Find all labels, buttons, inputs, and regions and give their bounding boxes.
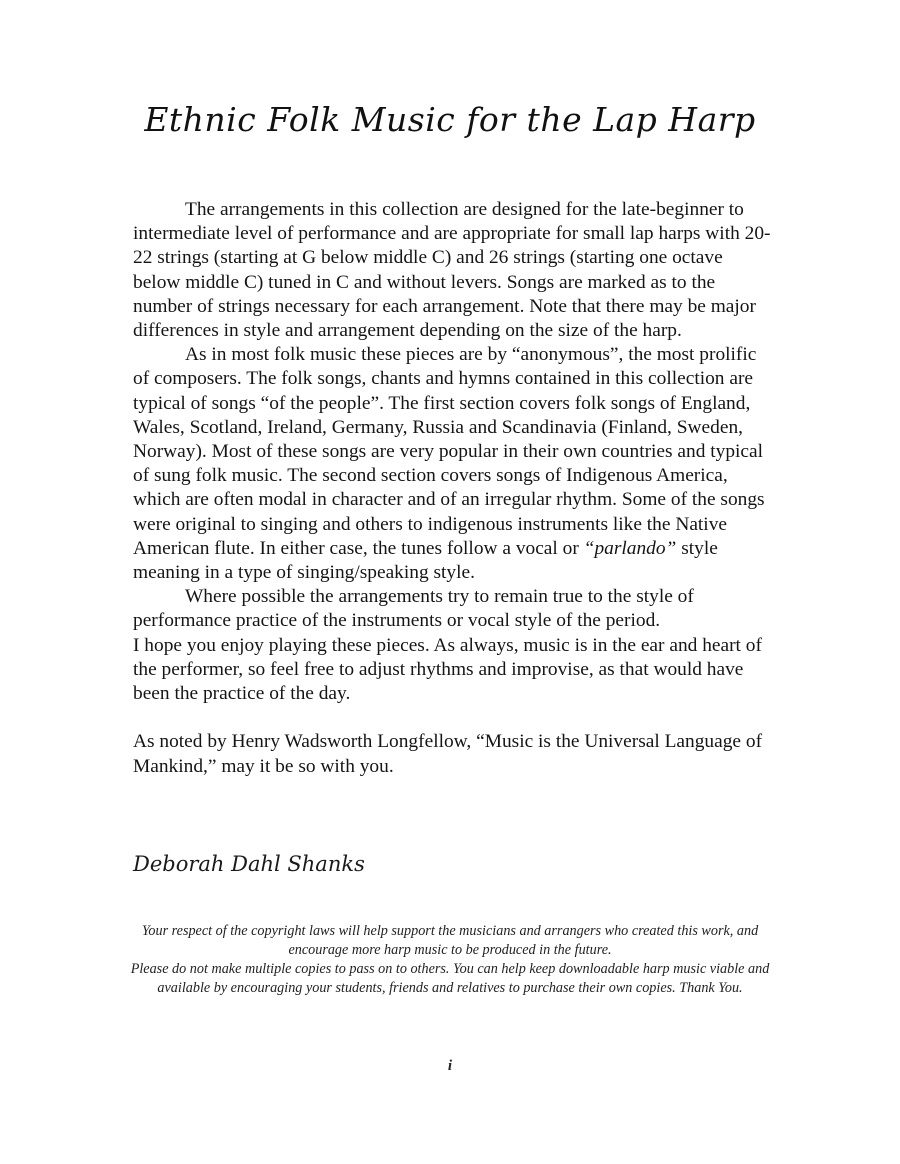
parlando-term: “parlando” <box>583 537 677 559</box>
introduction-body <box>133 198 773 779</box>
author-signature: Deborah Dahl Shanks <box>133 852 365 876</box>
page-number: i <box>447 1058 453 1074</box>
paragraph-folk-music <box>133 343 773 585</box>
copyright-notice <box>120 922 780 998</box>
copyright-line-respect: Your respect of the copyright laws will help support the musicians and arrangers who created this work, and encourage more harp music to be produced in the future. <box>141 923 759 958</box>
paragraph-longfellow-quote: As noted by Henry Wadsworth Longfellow, “Music is the Universal Language of Mankind,” may it be so with you. <box>133 731 763 777</box>
paragraph-arrangements: The arrangements in this collection are designed for the late-beginner to intermediate level of performance and are appropriate for small lap harps with 20-22 strings (starting at G below middle C) and 26 strings (starting one octave below middle C) tuned in C and without levers. Songs are marked as to the number of strings necessary for each arrangement. Note that there may be major differences in style and arrangement depending on the size of the harp. <box>133 199 771 342</box>
paragraph-enjoy: I hope you enjoy playing these pieces. As always, music is in the ear and heart of the performer, so feel free to adjust rhythms and improvise, as that would have been the practice of the day. <box>133 634 762 705</box>
paragraph-performance-practice: Where possible the arrangements try to remain true to the style of performance practice of the instruments or vocal style of the period. <box>133 586 694 632</box>
paragraph-folk-music-end: style meaning in a type of singing/speaking style. <box>133 537 718 584</box>
page-title: Ethnic Folk Music for the Lap Harp <box>144 100 756 139</box>
copyright-line-request: Please do not make multiple copies to pass on to others. You can help keep downloadable harp music viable and available by encouraging your students, friends and relatives to purchase their own copies. Thank You. <box>130 961 770 996</box>
paragraph-folk-music-text: As in most folk music these pieces are by “anonymous”, the most prolific of composers. The folk songs, chants and hymns contained in this collection are typical of songs “of the people”. The first section covers folk songs of England, Wales, Scotland, Ireland, Germany, Russia and Scandinavia (Finland, Sweden, Norway). Most of these songs are very popular in their own countries and typical of sung folk music. The second section covers songs of Indigenous America, which are often modal in character and of an irregular rhythm. Some of the songs were original to singing and others to indigenous instruments like the Native American flute. In either case, the tunes follow a vocal or <box>133 344 765 559</box>
